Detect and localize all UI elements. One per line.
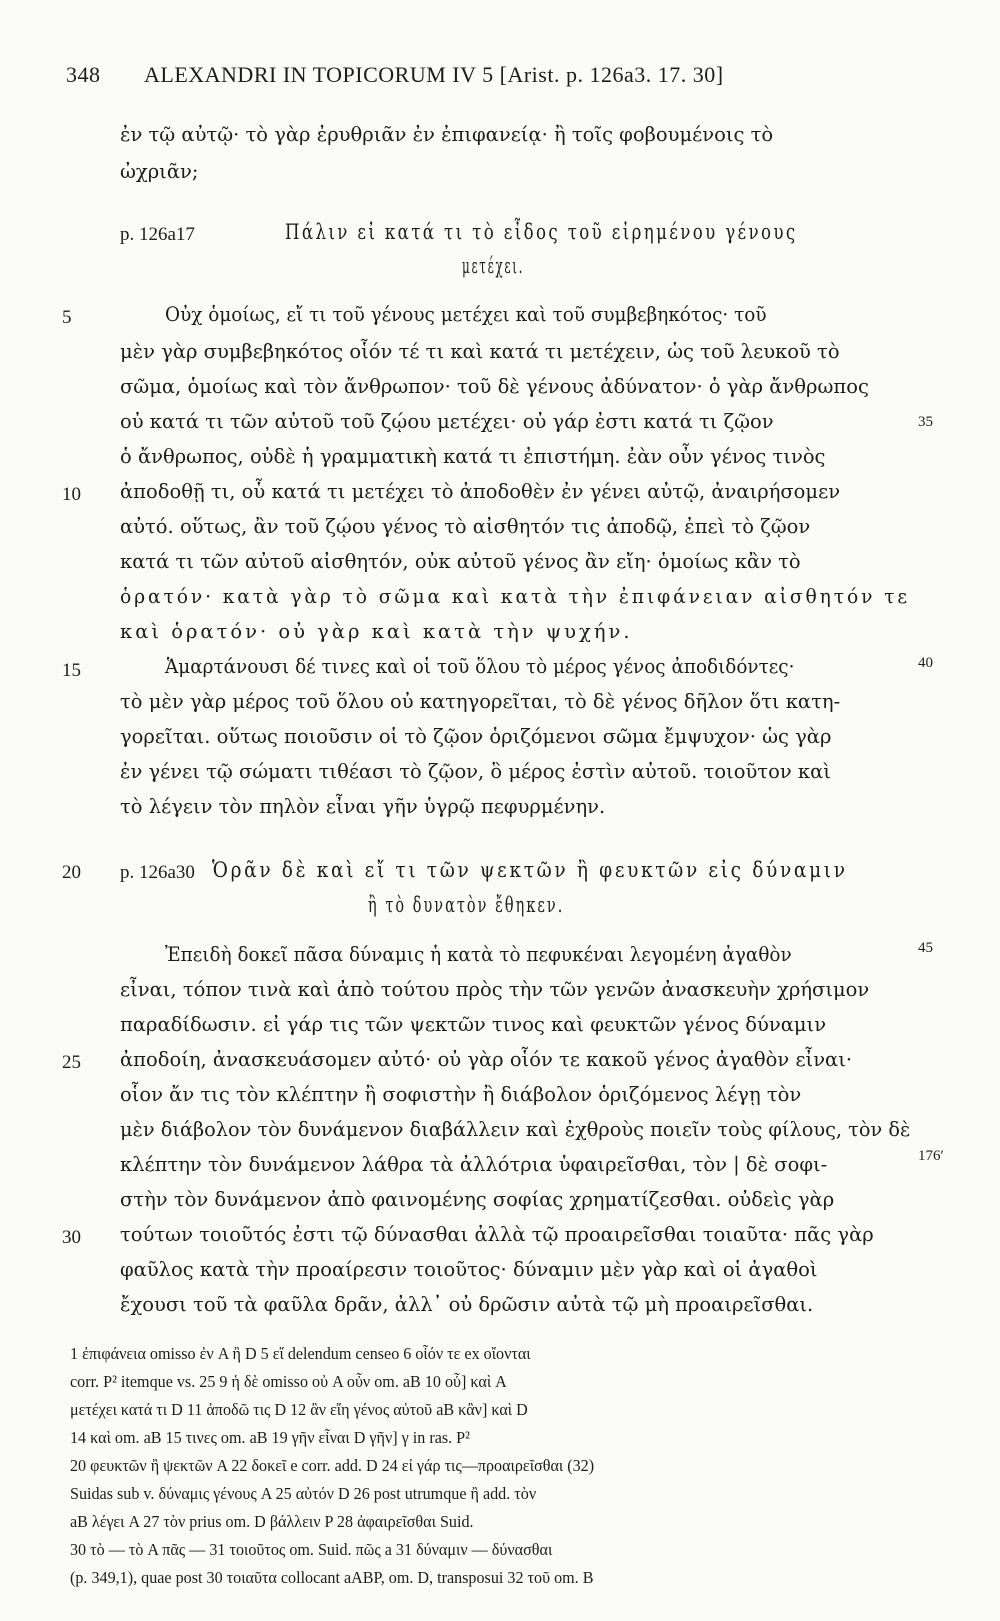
- text-line-26: οἷον ἄν τις τὸν κλέπτην ἢ σοφιστὴν ἢ διάβολον ὁριζόμενος λέγῃ τὸν: [120, 1083, 802, 1106]
- text-line-9: ὁ ἄνθρωπος, οὐδὲ ἡ γραμματικὴ κατά τι ἐπιστήμη. ἐὰν οὖν γένος τινὸς: [120, 445, 826, 468]
- text-line-23: εἶναι, τόπον τινὰ καὶ ἀπὸ τούτου πρὸς τὴν τῶν γενῶν ἀνασκευὴν χρήσιμον: [120, 978, 870, 1001]
- text-line-2: ὠχριᾶν;: [120, 160, 199, 183]
- running-title: ALEXANDRI IN TOPICORUM IV 5 [Arist. p. 126a3. 17. 30]: [144, 62, 724, 87]
- text-line-28: κλέπτην τὸν δυνάμενον λάθρα τὰ ἀλλότρια ὑφαιρεῖσθαι, τὸν | δὲ σοφι-: [120, 1153, 828, 1176]
- text-line-6: μὲν γὰρ συμβεβηκότος οἷόν τέ τι καὶ κατά τι μετέχειν, ὡς τοῦ λευκοῦ τὸ: [120, 340, 840, 363]
- text-line-17: γορεῖται. οὕτως ποιοῦσιν οἱ τὸ ζῷον ὁριζόμενοι σῶμα ἔμψυχον· ὡς γὰρ: [120, 725, 832, 748]
- margin-number: 40: [918, 655, 933, 671]
- apparatus-line-4: 14 καὶ om. aB 15 τινες om. aB 19 γῆν εἶναι D γῆν] γ in ras. P²: [70, 1428, 470, 1447]
- text-line-14: καὶ ὁρατόν· οὐ γὰρ καὶ κατὰ τὴν ψυχήν.: [120, 620, 633, 643]
- text-line-19: τὸ λέγειν τὸν πηλὸν εἶναι γῆν ὑγρῷ πεφυρμένην.: [120, 795, 606, 818]
- line-number: 10: [62, 484, 81, 505]
- text-line-18: ἐν γένει τῷ σώματι τιθέασι τὸ ζῷον, ὃ μέρος ἐστὶν αὐτοῦ. τοιοῦτον καὶ: [120, 760, 831, 783]
- text-line-24: παραδίδωσιν. εἰ γάρ τις τῶν ψεκτῶν τινος καὶ φευκτῶν γένος δύναμιν: [120, 1013, 827, 1036]
- text-line-31: φαῦλος κατὰ τὴν προαίρεσιν τοιοῦτος· δύναμιν μὲν γὰρ καὶ οἱ ἀγαθοὶ: [120, 1258, 818, 1281]
- margin-number: 35: [918, 414, 933, 430]
- text-line-7: σῶμα, ὁμοίως καὶ τὸν ἄνθρωπον· τοῦ δὲ γένους ἀδύνατον· ὁ γὰρ ἄνθρωπος: [120, 375, 869, 398]
- margin-number: 45: [918, 940, 933, 956]
- apparatus-line-1: 1 ἐπιφάνεια omisso ἐν A ἢ D 5 εἴ delendum censeo 6 οἷόν τε ex οἴονται: [70, 1344, 531, 1363]
- margin-number: 176′: [918, 1148, 944, 1164]
- text-line-15: Ἁμαρτάνουσι δέ τινες καὶ οἱ τοῦ ὅλου τὸ μέρος γένος ἀποδιδόντες·: [165, 655, 795, 678]
- text-line-29: στὴν τὸν δυνάμενον ἀπὸ φαινομένης σοφίας χρηματίζεσθαι. οὐδεὶς γὰρ: [120, 1188, 835, 1211]
- aristotle-reference: p. 126a30: [120, 862, 195, 883]
- apparatus-line-9: (p. 349,1), quae post 30 τοιαῦτα collocant aABP, om. D, transposui 32 τοῦ om. B: [70, 1568, 594, 1587]
- apparatus-line-5: 20 φευκτῶν ἢ ψεκτῶν A 22 δοκεῖ e corr. add. D 24 εἰ γάρ τις—προαιρεῖσθαι (32): [70, 1456, 595, 1475]
- text-line-22: Ἐπειδὴ δοκεῖ πᾶσα δύναμις ἡ κατὰ τὸ πεφυκέναι λεγομένη ἀγαθὸν: [165, 943, 792, 966]
- apparatus-line-8: 30 τὸ — τὸ A πᾶς — 31 τοιοῦτος om. Suid. πῶς a 31 δύναμιν — δύνασθαι: [70, 1540, 553, 1559]
- text-line-27: μὲν διάβολον τὸν δυνάμενον διαβάλλειν καὶ ἐχθροὺς ποιεῖν τοὺς φίλους, τὸν δὲ: [120, 1118, 911, 1141]
- line-number: 15: [62, 660, 81, 681]
- page-header: [66, 62, 826, 88]
- page-number: 348: [66, 62, 101, 87]
- apparatus-line-7: aB λέγει A 27 τὸν prius om. D βάλλειν P 28 ἀφαιρεῖσθαι Suid.: [70, 1512, 474, 1531]
- lemma: Ὁρᾶν δὲ καὶ εἴ τι τῶν ψεκτῶν ἢ φευκτῶν εἰς δύναμιν: [212, 858, 848, 882]
- apparatus-line-3: μετέχει κατά τι D 11 ἀποδῶ τις D 12 ἂν εἴη γένος αὐτοῦ aB κἂν] καὶ D: [70, 1400, 528, 1419]
- text-line-1: ἐν τῷ αὐτῷ· τὸ γὰρ ἐρυθριᾶν ἐν ἐπιφανείᾳ· ἢ τοῖς φοβουμένοις τὸ: [120, 123, 774, 146]
- line-number: 5: [62, 307, 72, 328]
- lemma-continuation: ἢ τὸ δυνατὸν ἔθηκεν.: [368, 893, 565, 917]
- text-line-5: Οὐχ ὁμοίως, εἴ τι τοῦ γένους μετέχει καὶ τοῦ συμβεβηκότος· τοῦ: [165, 303, 767, 326]
- text-line-16: τὸ μὲν γὰρ μέρος τοῦ ὅλου οὐ κατηγορεῖται, τὸ δὲ γένος δῆλον ὅτι κατη-: [120, 690, 841, 713]
- line-number: 30: [62, 1227, 81, 1248]
- lemma-continuation: μετέχει.: [462, 254, 525, 278]
- text-line-12: κατά τι τῶν αὐτοῦ αἰσθητόν, οὐκ αὐτοῦ γένος ἂν εἴη· ὁμοίως κἂν τὸ: [120, 550, 801, 573]
- text-line-13: ὁρατόν· κατὰ γὰρ τὸ σῶμα καὶ κατὰ τὴν ἐπιφάνειαν αἰσθητόν τε: [120, 585, 910, 608]
- text-line-10: ἀποδοθῇ τι, οὗ κατά τι μετέχει τὸ ἀποδοθὲν ἐν γένει αὐτῷ, ἀναιρήσομεν: [120, 480, 841, 503]
- line-number: 20: [62, 862, 81, 883]
- text-line-25: ἀποδοίη, ἀνασκευάσομεν αὐτό· οὐ γὰρ οἷόν τε κακοῦ γένος ἀγαθὸν εἶναι·: [120, 1048, 853, 1071]
- aristotle-reference: p. 126a17: [120, 224, 195, 245]
- lemma: Πάλιν εἰ κατά τι τὸ εἶδος τοῦ εἰρημένου γένους: [285, 220, 798, 244]
- text-line-8: οὐ κατά τι τῶν αὐτοῦ τοῦ ζῴου μετέχει· οὐ γάρ ἐστι κατά τι ζῷον: [120, 410, 774, 433]
- text-line-32: ἔχουσι τοῦ τὰ φαῦλα δρᾶν, ἀλλ᾽ οὐ δρῶσιν αὐτὰ τῷ μὴ προαιρεῖσθαι.: [120, 1293, 814, 1316]
- apparatus-line-6: Suidas sub v. δύναμις γένους A 25 αὐτόν D 26 post utrumque ἢ add. τὸν: [70, 1484, 537, 1503]
- text-line-30: τούτων τοιοῦτός ἐστι τῷ δύνασθαι ἀλλὰ τῷ προαιρεῖσθαι τοιαῦτα· πᾶς γὰρ: [120, 1223, 874, 1246]
- line-number: 25: [62, 1052, 81, 1073]
- apparatus-line-2: corr. P² itemque vs. 25 9 ἡ δὲ omisso οὐ A οὖν om. aB 10 οὗ] καὶ A: [70, 1372, 507, 1391]
- text-line-11: αὐτό. οὕτως, ἂν τοῦ ζῴου γένος τὸ αἰσθητόν τις ἀποδῷ, ἐπεὶ τὸ ζῷον: [120, 515, 811, 538]
